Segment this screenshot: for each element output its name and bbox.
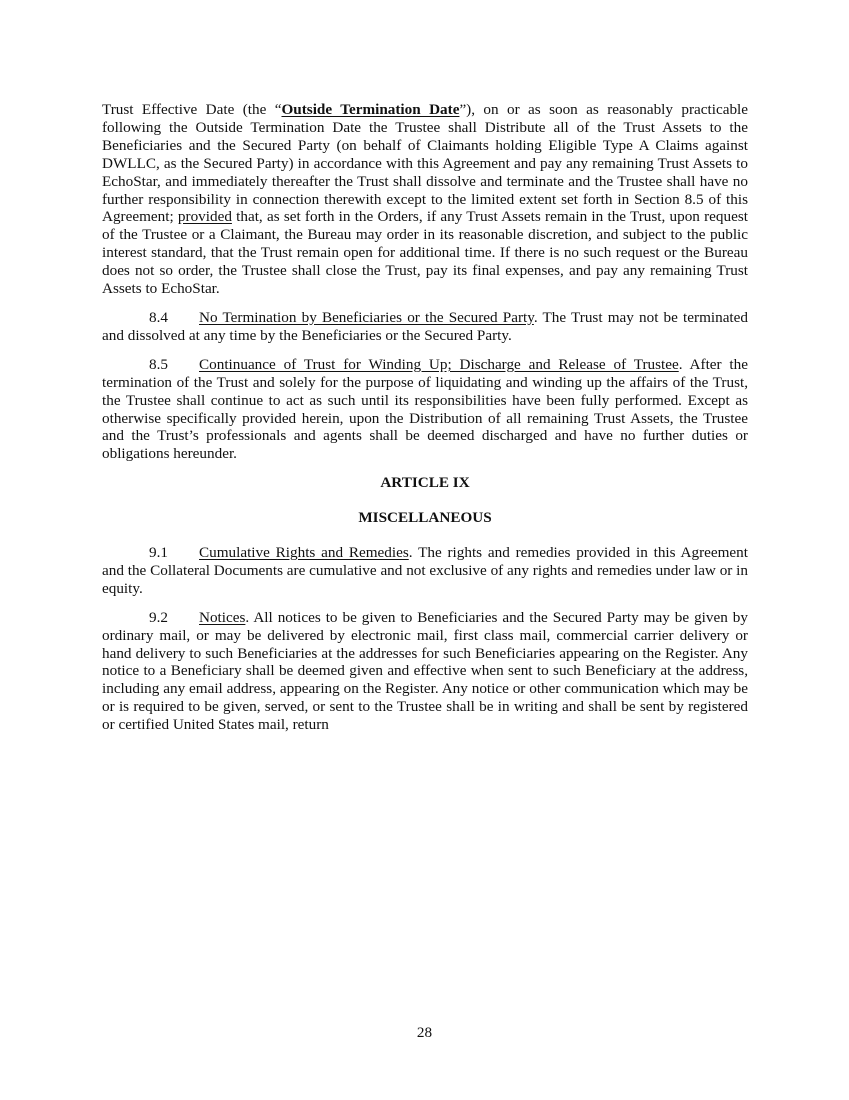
- paragraph-text: Trust Effective Date (the “: [102, 101, 282, 118]
- section-8-5: [102, 356, 748, 463]
- article-title-heading: MISCELLANEOUS: [358, 509, 492, 527]
- paragraph-text: that, as set forth in the Orders, if any Trust Assets remain in the Trust, upon request of the Trustee or a Claimant, the Bureau may order in its reasonable discretion, and subject to the public interest standard, that the Trust remain open for additional time. If there is no such request or the Bureau does not so order, the Trustee shall close the Trust, pay its final expenses, and pay any remaining Trust Assets to EchoStar.: [102, 208, 748, 298]
- page-number: 28: [416, 1024, 433, 1041]
- section-9-1: [102, 544, 748, 598]
- document-body: [102, 101, 748, 745]
- section-8-4: [102, 309, 748, 345]
- section-number: 8.4: [149, 308, 168, 326]
- section-text: . All notices to be given to Beneficiaries and the Secured Party may be given by ordinary mail, or may be delivered by electronic mail, first class mail, commercial carrier delivery or hand delivery to such Beneficiaries at the addresses for such Beneficiaries appearing on the Register. Any notice to a Beneficiary shall be deemed given and effective when sent to such Beneficiary at the address, including any email address, appearing on the Register. Any notice or other communication which may be or is required to be given, served, or sent to the Trustee shall be in writing and shall be sent by registered or certified United States mail, return: [102, 608, 748, 734]
- section-text: . The rights and remedies provided in this Agreement and the Collateral Documents are cumulative and not exclusive of any rights and remedies under law or in equity.: [102, 544, 748, 597]
- section-title: Continuance of Trust for Winding Up; Discharge and Release of Trustee: [199, 355, 679, 373]
- section-number: 8.5: [149, 355, 168, 373]
- section-title: Notices: [199, 608, 246, 626]
- proviso-provided: provided: [177, 208, 232, 226]
- paragraph-text: ”), on or as soon as reasonably practicable following the Outside Termination Date the Trustee shall Distribute all of the Trust Assets to the Beneficiaries and the Secured Party (on behalf of Claimants holding Eligible Type A Claims against DWLLC, as the Secured Party) in accordance with this Agreement and pay any remaining Trust Assets to EchoStar, and immediately thereafter the Trust shall dissolve and terminate and the Trustee shall have no further responsibility in connection therewith except to the limited extent set forth in Section 8.5 of this Agreement;: [102, 101, 748, 226]
- section-number: 9.2: [149, 608, 168, 626]
- defined-term-outside-termination-date: Outside Termination Date: [281, 101, 460, 118]
- article-number-heading: ARTICLE IX: [380, 474, 470, 492]
- section-text: . The Trust may not be terminated and dissolved at any time by the Beneficiaries or the Secured Party.: [102, 308, 748, 344]
- section-title: No Termination by Beneficiaries or the Secured Party: [199, 308, 534, 326]
- paragraph-outside-termination: [102, 101, 748, 298]
- section-number: 9.1: [149, 544, 168, 562]
- section-title: Cumulative Rights and Remedies: [199, 544, 409, 562]
- section-text: . After the termination of the Trust and solely for the purpose of liquidating and winding up the affairs of the Trust, the Trustee shall continue to act as such until its responsibilities have been fully performed. Except as otherwise specifically provided herein, upon the Distribution of all remaining Trust Assets, the Trustee and the Trust’s professionals and agents shall be deemed discharged and have no further duties or obligations hereunder.: [102, 355, 748, 463]
- section-9-2: [102, 609, 748, 734]
